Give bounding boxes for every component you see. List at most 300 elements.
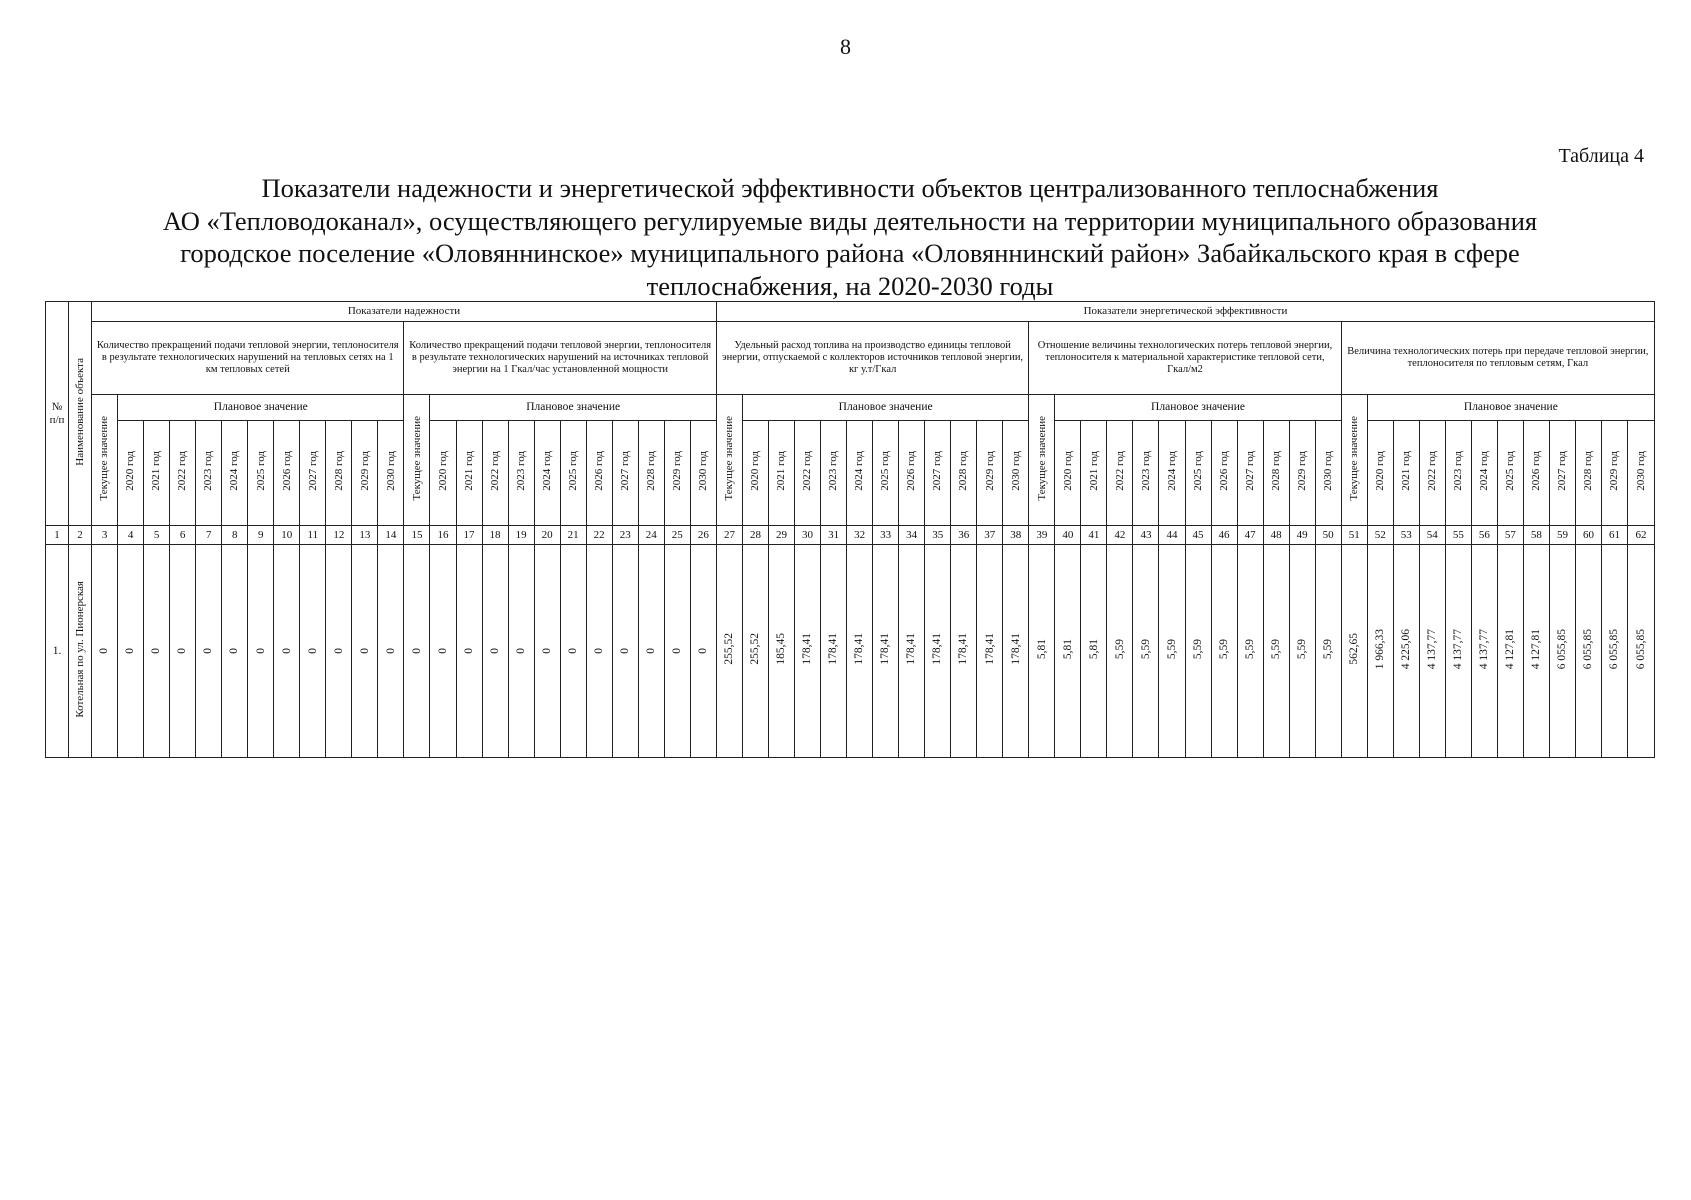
- year-label: 2020 год: [436, 451, 449, 492]
- year-label: 2030 год: [697, 451, 710, 492]
- current-value-label: Текущее значение: [1347, 415, 1360, 501]
- group-header-2: Количество прекращений подачи тепловой энергии, теплоносителя в результате технологических нарушений на источниках тепловой энергии на 1 Гкал/час установленной мощности: [404, 322, 717, 395]
- cell-value: 5,59: [1217, 639, 1230, 660]
- data-cell: [118, 545, 144, 758]
- column-number: 33: [873, 526, 899, 545]
- year-header: [690, 421, 716, 526]
- year-label: 2023 год: [1139, 451, 1152, 492]
- current-value-label: Текущее значение: [98, 415, 111, 501]
- data-cell: [430, 545, 456, 758]
- group-header-3: Удельный расход топлива на производство единицы тепловой энергии, отпускаемой с коллекторов источников тепловой энергии, кг у.т/Гкал: [716, 322, 1028, 395]
- data-cell: [899, 545, 925, 758]
- column-number: 36: [951, 526, 977, 545]
- cell-value: 0: [697, 648, 710, 654]
- current-value-header: [716, 395, 742, 526]
- data-cell: [248, 545, 274, 758]
- data-cell: [1159, 545, 1185, 758]
- year-label: 2021 год: [1400, 451, 1413, 492]
- year-label: 2028 год: [644, 451, 657, 492]
- column-number: 13: [352, 526, 378, 545]
- data-cell: [1602, 545, 1628, 758]
- data-cell: [951, 545, 977, 758]
- data-cell: [795, 545, 821, 758]
- column-number: 61: [1602, 526, 1628, 545]
- year-header: [742, 421, 768, 526]
- year-label: 2020 год: [1061, 451, 1074, 492]
- cell-value: 178,41: [1009, 633, 1022, 666]
- year-header: [248, 421, 274, 526]
- cell-value: 0: [618, 648, 631, 654]
- column-number: 31: [821, 526, 847, 545]
- planned-value-header: Плановое значение: [1367, 395, 1654, 421]
- data-cell: [1628, 545, 1655, 758]
- year-label: 2023 год: [202, 451, 215, 492]
- cell-value: 6 055,85: [1634, 629, 1647, 670]
- column-number: 5: [144, 526, 170, 545]
- year-header: [977, 421, 1003, 526]
- data-cell: [534, 545, 560, 758]
- year-label: 2028 год: [1269, 451, 1282, 492]
- data-cell: [1055, 545, 1081, 758]
- year-label: 2026 год: [280, 451, 293, 492]
- data-cell: [873, 545, 899, 758]
- cell-value: 0: [592, 648, 605, 654]
- cell-value: 255,52: [723, 633, 736, 666]
- year-header: [638, 421, 664, 526]
- column-number: 4: [118, 526, 144, 545]
- data-cell: [664, 545, 690, 758]
- year-header: [482, 421, 508, 526]
- cell-value: 5,59: [1295, 639, 1308, 660]
- column-number: 46: [1211, 526, 1237, 545]
- cell-value: 0: [332, 648, 345, 654]
- cell-value: 5,59: [1139, 639, 1152, 660]
- year-header: [1315, 421, 1341, 526]
- cell-value: 0: [384, 648, 397, 654]
- cell-value: 0: [280, 648, 293, 654]
- column-number: 34: [899, 526, 925, 545]
- column-number: 15: [404, 526, 430, 545]
- column-number: 14: [378, 526, 404, 545]
- data-cell: [1315, 545, 1341, 758]
- year-label: 2021 год: [462, 451, 475, 492]
- year-header: [821, 421, 847, 526]
- data-cell: [508, 545, 534, 758]
- data-cell: [1003, 545, 1029, 758]
- planned-value-header: Плановое значение: [118, 395, 404, 421]
- section-efficiency: Показатели энергетической эффективности: [716, 302, 1654, 322]
- data-cell: [1367, 545, 1393, 758]
- data-cell: [716, 545, 742, 758]
- data-cell: [1107, 545, 1133, 758]
- year-header: [664, 421, 690, 526]
- header-name: [69, 302, 92, 526]
- group-header-5: Величина технологических потерь при передаче тепловой энергии, теплоносителя по тепловым сетям, Гкал: [1341, 322, 1654, 395]
- column-number: 1: [46, 526, 69, 545]
- year-label: 2025 год: [1191, 451, 1204, 492]
- year-label: 2025 год: [879, 451, 892, 492]
- column-number: 20: [534, 526, 560, 545]
- year-label: 2028 год: [1582, 451, 1595, 492]
- current-value-header: [1341, 395, 1367, 526]
- year-header: [1107, 421, 1133, 526]
- data-cell: [144, 545, 170, 758]
- cell-value: 0: [514, 648, 527, 654]
- data-cell: [300, 545, 326, 758]
- data-cell: [1211, 545, 1237, 758]
- year-header: [430, 421, 456, 526]
- cell-value: 4 137,77: [1426, 629, 1439, 670]
- section-reliability: Показатели надежности: [92, 302, 717, 322]
- year-header: [508, 421, 534, 526]
- cell-value: 5,81: [1087, 639, 1100, 660]
- year-label: 2030 год: [1009, 451, 1022, 492]
- year-header: [1602, 421, 1628, 526]
- year-header: [456, 421, 482, 526]
- data-cell: [222, 545, 248, 758]
- data-cell: [170, 545, 196, 758]
- row-name: [69, 545, 92, 758]
- num-col-label: № п/п: [49, 401, 65, 426]
- column-number: 29: [769, 526, 795, 545]
- data-cell: [1029, 545, 1055, 758]
- cell-value: 0: [358, 648, 371, 654]
- year-header: [1263, 421, 1289, 526]
- name-col-label: Наименование объекта: [73, 357, 86, 466]
- year-label: 2027 год: [618, 451, 631, 492]
- data-cell: [404, 545, 430, 758]
- column-number: 58: [1523, 526, 1549, 545]
- year-header: [1393, 421, 1419, 526]
- cell-value: 185,45: [775, 633, 788, 666]
- cell-value: 0: [98, 648, 111, 654]
- year-header: [1497, 421, 1523, 526]
- year-label: 2025 год: [566, 451, 579, 492]
- current-value-label: Текущее значение: [410, 415, 423, 501]
- data-cell: [560, 545, 586, 758]
- year-header: [1575, 421, 1601, 526]
- column-number: 38: [1003, 526, 1029, 545]
- cell-value: 0: [176, 648, 189, 654]
- cell-value: 0: [306, 648, 319, 654]
- data-cell: [1263, 545, 1289, 758]
- year-label: 2025 год: [1504, 451, 1517, 492]
- year-header: [1081, 421, 1107, 526]
- column-number: 17: [456, 526, 482, 545]
- data-cell: [1497, 545, 1523, 758]
- year-header: [873, 421, 899, 526]
- year-label: 2030 год: [1634, 451, 1647, 492]
- column-number: 37: [977, 526, 1003, 545]
- cell-value: 178,41: [853, 633, 866, 666]
- data-cell: [690, 545, 716, 758]
- column-number: 62: [1628, 526, 1655, 545]
- year-header: [1211, 421, 1237, 526]
- column-number: 50: [1315, 526, 1341, 545]
- column-number: 11: [300, 526, 326, 545]
- column-number: 43: [1133, 526, 1159, 545]
- data-cell: [1575, 545, 1601, 758]
- data-cell: [1523, 545, 1549, 758]
- data-cell: [196, 545, 222, 758]
- year-label: 2029 год: [1295, 451, 1308, 492]
- year-header: [769, 421, 795, 526]
- cell-value: 5,59: [1165, 639, 1178, 660]
- column-number: 56: [1471, 526, 1497, 545]
- column-number: 44: [1159, 526, 1185, 545]
- year-label: 2021 год: [775, 451, 788, 492]
- column-number: 6: [170, 526, 196, 545]
- data-cell: [1445, 545, 1471, 758]
- data-cell: [742, 545, 768, 758]
- data-cell: [1185, 545, 1211, 758]
- data-cell: [352, 545, 378, 758]
- column-number: 8: [222, 526, 248, 545]
- document-title: [100, 172, 1600, 302]
- year-label: 2029 год: [983, 451, 996, 492]
- year-label: 2026 год: [1217, 451, 1230, 492]
- cell-value: 5,59: [1191, 639, 1204, 660]
- cell-value: 0: [202, 648, 215, 654]
- data-cell: [1081, 545, 1107, 758]
- data-cell: [1549, 545, 1575, 758]
- cell-value: 5,59: [1113, 639, 1126, 660]
- year-label: 2026 год: [905, 451, 918, 492]
- data-cell: [1289, 545, 1315, 758]
- cell-value: 4 127,81: [1504, 629, 1517, 670]
- cell-value: 0: [436, 648, 449, 654]
- row-name-label: Котельная по ул. Пионерская: [73, 580, 86, 718]
- year-label: 2026 год: [1530, 451, 1543, 492]
- year-label: 2021 год: [150, 451, 163, 492]
- year-label: 2030 год: [1321, 451, 1334, 492]
- year-label: 2022 год: [1113, 451, 1126, 492]
- data-cell: [1237, 545, 1263, 758]
- year-header: [586, 421, 612, 526]
- title-line: АО «Тепловодоканал», осуществляющего регулируемые виды деятельности на территории муниципального образования: [162, 205, 1538, 236]
- year-header: [899, 421, 925, 526]
- year-header: [1133, 421, 1159, 526]
- current-value-label: Текущее значение: [723, 415, 736, 501]
- group-header-4: Отношение величины технологических потерь тепловой энергии, теплоносителя к материальной характеристике тепловой сети, Гкал/м2: [1029, 322, 1341, 395]
- column-number: 51: [1341, 526, 1367, 545]
- data-cell: [821, 545, 847, 758]
- column-number: 18: [482, 526, 508, 545]
- column-number: 54: [1419, 526, 1445, 545]
- column-number: 48: [1263, 526, 1289, 545]
- data-cell: [769, 545, 795, 758]
- year-label: 2026 год: [592, 451, 605, 492]
- year-label: 2028 год: [332, 451, 345, 492]
- data-cell: [274, 545, 300, 758]
- column-number: 60: [1575, 526, 1601, 545]
- year-header: [1159, 421, 1185, 526]
- year-header: [1628, 421, 1655, 526]
- data-cell: [482, 545, 508, 758]
- column-number: 2: [69, 526, 92, 545]
- planned-value-header: Плановое значение: [1055, 395, 1341, 421]
- year-header: [1055, 421, 1081, 526]
- year-header: [1445, 421, 1471, 526]
- year-label: 2020 год: [1373, 451, 1386, 492]
- cell-value: 5,59: [1321, 639, 1334, 660]
- year-header: [170, 421, 196, 526]
- cell-value: 0: [462, 648, 475, 654]
- year-label: 2027 год: [931, 451, 944, 492]
- data-cell: [1133, 545, 1159, 758]
- cell-value: 4 127,81: [1530, 629, 1543, 670]
- column-number: 47: [1237, 526, 1263, 545]
- year-label: 2024 год: [1165, 451, 1178, 492]
- cell-value: 178,41: [905, 633, 918, 666]
- column-number: 7: [196, 526, 222, 545]
- planned-value-header: Плановое значение: [742, 395, 1028, 421]
- planned-value-header: Плановое значение: [430, 395, 716, 421]
- column-number: 12: [326, 526, 352, 545]
- column-number: 52: [1367, 526, 1393, 545]
- column-number: 3: [92, 526, 118, 545]
- year-label: 2029 год: [671, 451, 684, 492]
- data-cell: [612, 545, 638, 758]
- column-number: 35: [925, 526, 951, 545]
- data-cell: [92, 545, 118, 758]
- column-number: 59: [1549, 526, 1575, 545]
- current-value-header: [92, 395, 118, 526]
- cell-value: 178,41: [827, 633, 840, 666]
- year-header: [1237, 421, 1263, 526]
- title-line: городское поселение «Оловяннинское» муниципального района «Оловяннинский район» Забайкальского края в сфере: [180, 238, 1520, 268]
- year-header: [1471, 421, 1497, 526]
- column-number: 53: [1393, 526, 1419, 545]
- year-label: 2022 год: [488, 451, 501, 492]
- table-row: [46, 545, 1655, 758]
- year-label: 2023 год: [514, 451, 527, 492]
- year-label: 2023 год: [827, 451, 840, 492]
- column-number: 49: [1289, 526, 1315, 545]
- year-label: 2021 год: [1087, 451, 1100, 492]
- column-number: 40: [1055, 526, 1081, 545]
- column-number: 23: [612, 526, 638, 545]
- column-number: 57: [1497, 526, 1523, 545]
- year-header: [326, 421, 352, 526]
- cell-value: 255,52: [749, 633, 762, 666]
- row-num: 1.: [46, 545, 69, 758]
- data-cell: [977, 545, 1003, 758]
- year-header: [1549, 421, 1575, 526]
- year-label: 2024 год: [228, 451, 241, 492]
- year-label: 2024 год: [540, 451, 553, 492]
- group-header-1: Количество прекращений подачи тепловой энергии, теплоносителя в результате технологических нарушений на тепловых сетях на 1 км тепловых сетей: [92, 322, 404, 395]
- cell-value: 5,81: [1061, 639, 1074, 660]
- year-header: [274, 421, 300, 526]
- page-number: 8: [840, 34, 851, 59]
- header-num: [46, 302, 69, 526]
- year-header: [560, 421, 586, 526]
- cell-value: 4 137,77: [1478, 629, 1491, 670]
- current-value-label: Текущее значение: [1035, 415, 1048, 501]
- column-number: 16: [430, 526, 456, 545]
- year-label: 2022 год: [801, 451, 814, 492]
- data-cell: [925, 545, 951, 758]
- year-header: [612, 421, 638, 526]
- column-number: 21: [560, 526, 586, 545]
- year-label: 2029 год: [358, 451, 371, 492]
- year-header: [1185, 421, 1211, 526]
- column-number: 28: [742, 526, 768, 545]
- year-header: [795, 421, 821, 526]
- data-cell: [638, 545, 664, 758]
- cell-value: 1 966,33: [1373, 629, 1386, 670]
- cell-value: 4 225,06: [1400, 629, 1413, 670]
- year-label: 2027 год: [1556, 451, 1569, 492]
- data-cell: [378, 545, 404, 758]
- year-header: [1367, 421, 1393, 526]
- column-number: 39: [1029, 526, 1055, 545]
- year-label: 2030 год: [384, 451, 397, 492]
- column-number: 9: [248, 526, 274, 545]
- year-label: 2027 год: [306, 451, 319, 492]
- year-header: [847, 421, 873, 526]
- indicators-table: [45, 301, 1655, 758]
- column-number: 10: [274, 526, 300, 545]
- column-number: 55: [1445, 526, 1471, 545]
- column-number: 27: [716, 526, 742, 545]
- cell-value: 5,59: [1269, 639, 1282, 660]
- year-header: [951, 421, 977, 526]
- year-label: 2022 год: [1426, 451, 1439, 492]
- cell-value: 0: [566, 648, 579, 654]
- year-header: [1419, 421, 1445, 526]
- data-cell: [1393, 545, 1419, 758]
- column-number: 26: [690, 526, 716, 545]
- year-header: [925, 421, 951, 526]
- cell-value: 0: [644, 648, 657, 654]
- cell-value: 4 137,77: [1452, 629, 1465, 670]
- cell-value: 6 055,85: [1608, 629, 1621, 670]
- year-header: [144, 421, 170, 526]
- cell-value: 178,41: [931, 633, 944, 666]
- current-value-header: [1029, 395, 1055, 526]
- year-label: 2020 год: [124, 451, 137, 492]
- cell-value: 0: [671, 648, 684, 654]
- year-header: [1523, 421, 1549, 526]
- data-cell: [1471, 545, 1497, 758]
- year-label: 2025 год: [254, 451, 267, 492]
- current-value-header: [404, 395, 430, 526]
- year-header: [534, 421, 560, 526]
- cell-value: 0: [410, 648, 423, 654]
- year-label: 2024 год: [1478, 451, 1491, 492]
- data-cell: [1419, 545, 1445, 758]
- year-header: [1289, 421, 1315, 526]
- year-header: [222, 421, 248, 526]
- cell-value: 0: [540, 648, 553, 654]
- cell-value: 562,65: [1347, 633, 1360, 666]
- column-number: 24: [638, 526, 664, 545]
- cell-value: 5,59: [1243, 639, 1256, 660]
- data-cell: [586, 545, 612, 758]
- year-header: [300, 421, 326, 526]
- cell-value: 0: [124, 648, 137, 654]
- cell-value: 5,81: [1035, 639, 1048, 660]
- column-number: 19: [508, 526, 534, 545]
- column-number: 25: [664, 526, 690, 545]
- cell-value: 178,41: [801, 633, 814, 666]
- year-header: [118, 421, 144, 526]
- data-cell: [847, 545, 873, 758]
- cell-value: 178,41: [957, 633, 970, 666]
- title-line: теплоснабжения, на 2020-2030 годы: [646, 270, 1054, 301]
